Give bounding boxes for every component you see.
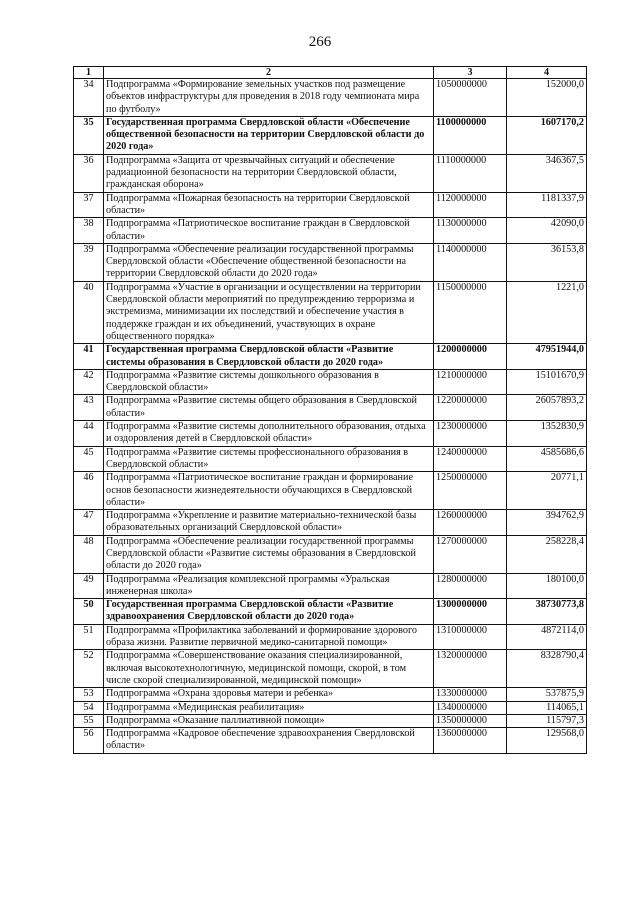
row-code: 1330000000 [434,688,507,701]
row-name: Подпрограмма «Охрана здоровья матери и ребенка» [104,688,434,701]
table-header-row [74,67,587,79]
row-number: 36 [74,154,104,192]
table-row [74,650,587,688]
budget-table [73,66,587,754]
row-name: Подпрограмма «Развитие системы общего образования в Свердловской области» [104,395,434,421]
row-sum: 26057893,2 [507,395,587,421]
row-code: 1360000000 [434,728,507,754]
row-number: 45 [74,446,104,472]
row-code: 1310000000 [434,624,507,650]
row-sum: 258228,4 [507,535,587,573]
table-row [74,395,587,421]
row-sum: 4872114,0 [507,624,587,650]
row-name: Подпрограмма «Медицинская реабилитация» [104,701,434,714]
row-sum: 8328790,4 [507,650,587,688]
row-sum: 394762,9 [507,510,587,536]
row-name: Подпрограмма «Укрепление и развитие материально-технической базы образовательных организаций Свердловской области» [104,510,434,536]
table-row [74,599,587,625]
row-sum: 346367,5 [507,154,587,192]
row-sum: 38730773,8 [507,599,587,625]
row-number: 43 [74,395,104,421]
row-number: 38 [74,218,104,244]
row-sum: 1221,0 [507,281,587,343]
row-number: 42 [74,369,104,395]
row-name: Подпрограмма «Защита от чрезвычайных ситуаций и обеспечение радиационной безопасности на территории Свердловской области, гражданская оборона» [104,154,434,192]
row-sum: 42090,0 [507,218,587,244]
row-number: 49 [74,573,104,599]
table-row [74,714,587,727]
row-name: Подпрограмма «Оказание паллиативной помощи» [104,714,434,727]
table-row [74,116,587,154]
row-number: 51 [74,624,104,650]
row-sum: 36153,8 [507,243,587,281]
table-row [74,535,587,573]
row-number: 34 [74,79,104,117]
row-name: Подпрограмма «Патриотическое воспитание граждан в Свердловской области» [104,218,434,244]
row-sum: 20771,1 [507,472,587,510]
row-number: 54 [74,701,104,714]
table-row [74,573,587,599]
row-name: Подпрограмма «Формирование земельных участков под размещение объектов инфраструктуры для проведения в 2018 году чемпионата мира по футболу» [104,79,434,117]
row-number: 44 [74,421,104,447]
table-row [74,281,587,343]
row-name: Подпрограмма «Реализация комплексной программы «Уральская инженерная школа» [104,573,434,599]
row-sum: 129568,0 [507,728,587,754]
table-row [74,446,587,472]
row-code: 1120000000 [434,192,507,218]
row-name: Подпрограмма «Обеспечение реализации государственной программы Свердловской области «Развитие системы образования в Свердловской области до 2020 года» [104,535,434,573]
row-name: Подпрограмма «Обеспечение реализации государственной программы Свердловской области «Обеспечение общественной безопасности на территории Свердловской области до 2020 года» [104,243,434,281]
row-sum: 537875,9 [507,688,587,701]
row-number: 46 [74,472,104,510]
row-number: 56 [74,728,104,754]
column-header-number: 1 [74,67,104,79]
row-sum: 1181337,9 [507,192,587,218]
row-code: 1200000000 [434,344,507,370]
row-name: Подпрограмма «Патриотическое воспитание граждан и формирование основ безопасности жизнедеятельности обучающихся в Свердловской области» [104,472,434,510]
row-code: 1240000000 [434,446,507,472]
table-row [74,154,587,192]
table-row [74,218,587,244]
table-row [74,701,587,714]
row-code: 1130000000 [434,218,507,244]
row-code: 1140000000 [434,243,507,281]
row-name: Подпрограмма «Развитие системы дополнительного образования, отдыха и оздоровления детей в Свердловской области» [104,421,434,447]
row-code: 1250000000 [434,472,507,510]
column-header-sum: 4 [507,67,587,79]
row-number: 39 [74,243,104,281]
row-code: 1150000000 [434,281,507,343]
row-name: Подпрограмма «Участие в организации и осуществлении на территории Свердловской области мероприятий по предупреждению терроризма и экстремизма, минимизации их последствий и обеспечение участия в поддержке граждан и их объединений, участвующих в охране общественного порядка» [104,281,434,343]
row-number: 40 [74,281,104,343]
row-name: Государственная программа Свердловской области «Развитие здравоохранения Свердловской области до 2020 года» [104,599,434,625]
table-row [74,243,587,281]
row-code: 1100000000 [434,116,507,154]
row-name: Подпрограмма «Пожарная безопасность на территории Свердловской области» [104,192,434,218]
table-row [74,624,587,650]
row-name: Подпрограмма «Развитие системы дошкольного образования в Свердловской области» [104,369,434,395]
row-number: 50 [74,599,104,625]
table-row [74,421,587,447]
table-row [74,688,587,701]
row-number: 52 [74,650,104,688]
row-sum: 1607170,2 [507,116,587,154]
table-row [74,79,587,117]
table-row [74,472,587,510]
row-name: Подпрограмма «Кадровое обеспечение здравоохранения Свердловской области» [104,728,434,754]
row-code: 1350000000 [434,714,507,727]
row-number: 35 [74,116,104,154]
row-code: 1220000000 [434,395,507,421]
row-sum: 1352830,9 [507,421,587,447]
row-code: 1340000000 [434,701,507,714]
row-number: 48 [74,535,104,573]
row-name: Государственная программа Свердловской области «Обеспечение общественной безопасности на территории Свердловской области до 2020 года» [104,116,434,154]
row-sum: 114065,1 [507,701,587,714]
row-code: 1300000000 [434,599,507,625]
row-sum: 152000,0 [507,79,587,117]
row-code: 1260000000 [434,510,507,536]
row-code: 1270000000 [434,535,507,573]
table-body [74,79,587,754]
row-sum: 15101670,9 [507,369,587,395]
row-name: Подпрограмма «Совершенствование оказания специализированной, включая высокотехнологичную, медицинской помощи, скорой, в том числе скорой специализированной, медицинской помощи» [104,650,434,688]
table-row [74,510,587,536]
table-row [74,344,587,370]
row-sum: 115797,3 [507,714,587,727]
table-row [74,192,587,218]
row-number: 55 [74,714,104,727]
row-name: Государственная программа Свердловской области «Развитие системы образования в Свердловской области до 2020 года» [104,344,434,370]
row-code: 1320000000 [434,650,507,688]
row-sum: 4585686,6 [507,446,587,472]
row-number: 47 [74,510,104,536]
row-code: 1280000000 [434,573,507,599]
row-sum: 47951944,0 [507,344,587,370]
table-row [74,728,587,754]
row-number: 41 [74,344,104,370]
row-code: 1050000000 [434,79,507,117]
page-number: 266 [308,34,332,50]
row-number: 37 [74,192,104,218]
row-code: 1110000000 [434,154,507,192]
row-name: Подпрограмма «Развитие системы профессионального образования в Свердловской области» [104,446,434,472]
row-sum: 180100,0 [507,573,587,599]
row-name: Подпрограмма «Профилактика заболеваний и формирование здорового образа жизни. Развитие первичной медико-санитарной помощи» [104,624,434,650]
row-code: 1210000000 [434,369,507,395]
column-header-code: 3 [434,67,507,79]
row-code: 1230000000 [434,421,507,447]
row-number: 53 [74,688,104,701]
column-header-name: 2 [104,67,434,79]
table-row [74,369,587,395]
